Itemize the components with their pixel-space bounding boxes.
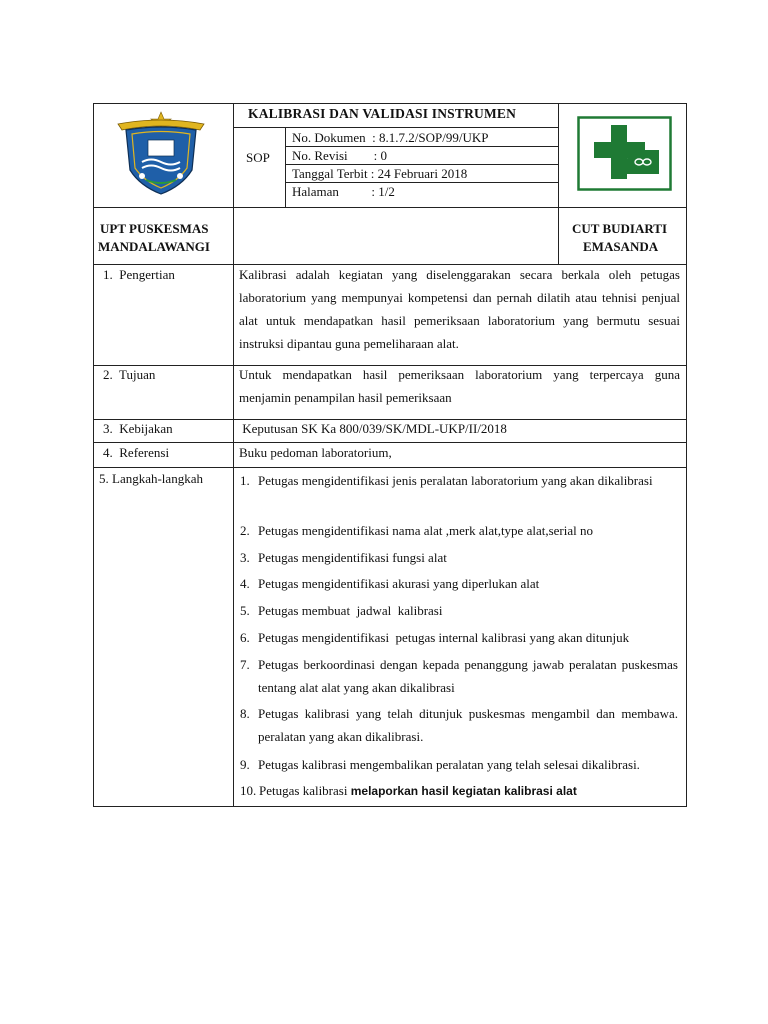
step-number: 4. xyxy=(240,576,250,591)
list-item xyxy=(240,469,678,492)
list-item xyxy=(240,753,680,776)
step-number: 6. xyxy=(240,630,250,645)
step-text-bold: melaporkan hasil kegiatan kalibrasi alat xyxy=(350,784,577,798)
step-text: Petugas mengidentifikasi akurasi yang diperlukan alat xyxy=(258,576,540,591)
step-number: 8. xyxy=(240,706,250,721)
doc-number: No. Dokumen : 8.1.7.2/SOP/99/UKP xyxy=(292,130,489,145)
kebijakan-text: Keputusan SK Ka 800/039/SK/MDL-UKP/II/2018 xyxy=(239,421,507,436)
list-item xyxy=(240,546,678,569)
sop-label: SOP xyxy=(246,150,270,165)
step-text: Petugas kalibrasi mengembalikan peralatan yang telah selesai dikalibrasi. xyxy=(258,757,640,772)
section-label-kebijakan: 3. Kebijakan xyxy=(103,421,173,436)
sop-divider xyxy=(285,127,286,207)
list-item xyxy=(240,779,680,803)
section-label-langkah: 5. Langkah-langkah xyxy=(99,471,203,486)
list-item xyxy=(240,519,678,542)
signer-name-line1: CUT BUDIARTI xyxy=(572,221,668,236)
title-divider xyxy=(233,127,558,128)
regency-emblem-icon xyxy=(112,110,210,198)
org-name-line1: UPT PUSKESMAS xyxy=(100,221,209,236)
column-divider xyxy=(233,103,234,807)
section-label-pengertian: 1. Pengertian xyxy=(103,267,175,282)
signer-name-line2: EMASANDA xyxy=(583,239,659,254)
step-number: 5. xyxy=(240,603,250,618)
revision-number: No. Revisi : 0 xyxy=(292,148,387,163)
step-text: Petugas mengidentifikasi jenis peralatan laboratorium yang akan dikalibrasi xyxy=(258,473,653,488)
list-item xyxy=(240,599,678,622)
step-text: Petugas membuat jadwal kalibrasi xyxy=(258,603,443,618)
page-number: Halaman : 1/2 xyxy=(292,184,395,199)
tujuan-text: Untuk mendapatkan hasil pemeriksaan laboratorium yang terpercaya guna menjamin penampilan hasil pemeriksaan xyxy=(239,367,680,405)
section-label-tujuan: 2. Tujuan xyxy=(103,367,156,382)
step-number: 3. xyxy=(240,550,250,565)
pengertian-text: Kalibrasi adalah kegiatan yang diselenggarakan secara berkala oleh petugas laboratorium yang mempunyai kompetensi dan pernah dilatih atau tehnisi penjual alat untuk mendapatkan hasil pemeriksaan laboratorium yang bermutu sesuai instruksi dipantau guna pemeliharaan alat. xyxy=(239,267,680,351)
step-number: 9. xyxy=(240,757,250,772)
puskesmas-logo-icon xyxy=(577,116,672,191)
list-item xyxy=(240,702,678,748)
step-number: 10. xyxy=(240,783,257,798)
step-text: Petugas mengidentifikasi petugas internal kalibrasi yang akan ditunjuk xyxy=(258,630,630,645)
row-divider xyxy=(93,467,687,468)
referensi-text: Buku pedoman laboratorium, xyxy=(239,445,392,460)
step-number: 1. xyxy=(240,473,250,488)
step-text: Petugas mengidentifikasi fungsi alat xyxy=(258,550,447,565)
list-item xyxy=(240,653,678,699)
step-text-plain: Petugas kalibrasi xyxy=(259,783,351,798)
row-divider xyxy=(93,442,687,443)
step-text xyxy=(259,779,680,803)
list-item xyxy=(240,572,678,595)
issue-date: Tanggal Terbit : 24 Februari 2018 xyxy=(292,166,468,181)
document-title: KALIBRASI DAN VALIDASI INSTRUMEN xyxy=(248,106,517,121)
step-number: 2. xyxy=(240,523,250,538)
step-text: Petugas mengidentifikasi nama alat ,merk alat,type alat,serial no xyxy=(258,523,593,538)
list-item xyxy=(240,626,678,649)
org-name-line2: MANDALAWANGI xyxy=(98,239,210,254)
column-divider xyxy=(558,103,559,264)
row-divider xyxy=(93,207,687,208)
step-text: Petugas berkoordinasi dengan kepada penanggung jawab peralatan puskesmas tentang alat alat yang akan dikalibrasi xyxy=(258,657,678,695)
section-label-referensi: 4. Referensi xyxy=(103,445,170,460)
step-text: Petugas kalibrasi yang telah ditunjuk puskesmas mengambil dan membawa. peralatan yang akan dikalibrasi. xyxy=(258,706,678,744)
step-number: 7. xyxy=(240,657,250,672)
